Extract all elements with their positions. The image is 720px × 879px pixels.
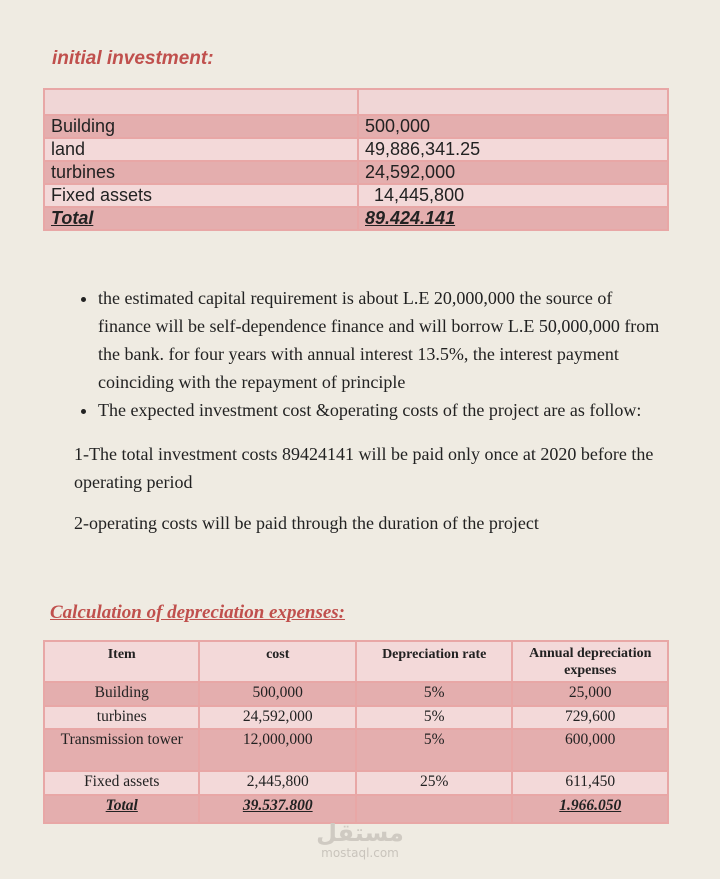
bullet-list — [74, 284, 664, 424]
paragraph: 1-The total investment costs 89424141 will be paid only once at 2020 before the operating period — [74, 444, 654, 492]
depreciation-table — [43, 640, 669, 824]
initial-investment-table — [43, 88, 669, 231]
total-label: Total — [44, 207, 358, 230]
row-label: Building — [44, 115, 358, 138]
item-cell: Fixed assets — [44, 771, 199, 795]
annual-cell: 25,000 — [512, 682, 668, 706]
row-value: 14,445,800 — [358, 184, 668, 207]
watermark-site: mostaql.com — [321, 846, 399, 860]
table-header-cell — [44, 89, 358, 115]
item-cell: turbines — [44, 706, 199, 729]
table-row — [44, 115, 668, 138]
table-header-cell — [358, 89, 668, 115]
row-value: 500,000 — [358, 115, 668, 138]
annual-cell: 729,600 — [512, 706, 668, 729]
cost-cell: 12,000,000 — [199, 729, 356, 771]
bullet-item: • The expected investment cost &operating costs of the project are as follow: — [98, 396, 664, 424]
row-value: 49,886,341.25 — [358, 138, 668, 161]
row-value: 24,592,000 — [358, 161, 668, 184]
table-row — [44, 161, 668, 184]
cost-cell: 2,445,800 — [199, 771, 356, 795]
item-cell: Transmission tower — [44, 729, 199, 771]
item-cell: Building — [44, 682, 199, 706]
table-row — [44, 729, 668, 771]
rate-cell: 5% — [356, 729, 513, 771]
rate-cell: 5% — [356, 706, 513, 729]
total-cost: 39.537.800 — [199, 795, 356, 823]
row-label: turbines — [44, 161, 358, 184]
rate-cell: 5% — [356, 682, 513, 706]
bullet-item: • the estimated capital requirement is about L.E 20,000,000 the source of finance will be self-dependence finance and will borrow L.E 50,000,000 from the bank. for four years with annual interest 13.5%, the interest payment coinciding with the repayment of principle — [98, 284, 664, 396]
table-row — [44, 706, 668, 729]
cost-cell: 500,000 — [199, 682, 356, 706]
table-row — [44, 682, 668, 706]
paragraph: 2-operating costs will be paid through the duration of the project — [74, 513, 539, 533]
column-header-rate: Depreciation rate — [356, 641, 513, 682]
watermark-logo: مستقل — [316, 819, 404, 847]
body-text — [74, 284, 664, 537]
table-row — [44, 138, 668, 161]
table-row — [44, 184, 668, 207]
row-label: land — [44, 138, 358, 161]
table-header-row — [44, 641, 668, 682]
initial-investment-heading: initial investment: — [52, 48, 214, 69]
cost-cell: 24,592,000 — [199, 706, 356, 729]
column-header-cost: cost — [199, 641, 356, 682]
annual-cell: 600,000 — [512, 729, 668, 771]
depreciation-heading: Calculation of depreciation expenses: — [50, 602, 346, 623]
total-label: Total — [44, 795, 199, 823]
annual-cell: 611,450 — [512, 771, 668, 795]
mostaql-watermark — [300, 820, 420, 860]
total-row — [44, 207, 668, 230]
rate-cell: 25% — [356, 771, 513, 795]
row-label: Fixed assets — [44, 184, 358, 207]
column-header-item: Item — [44, 641, 199, 682]
table-header-row — [44, 89, 668, 115]
column-header-annual: Annual depreciation expenses — [512, 641, 668, 682]
total-value: 89.424.141 — [358, 207, 668, 230]
total-annual: 1.966.050 — [512, 795, 668, 823]
table-row — [44, 771, 668, 795]
